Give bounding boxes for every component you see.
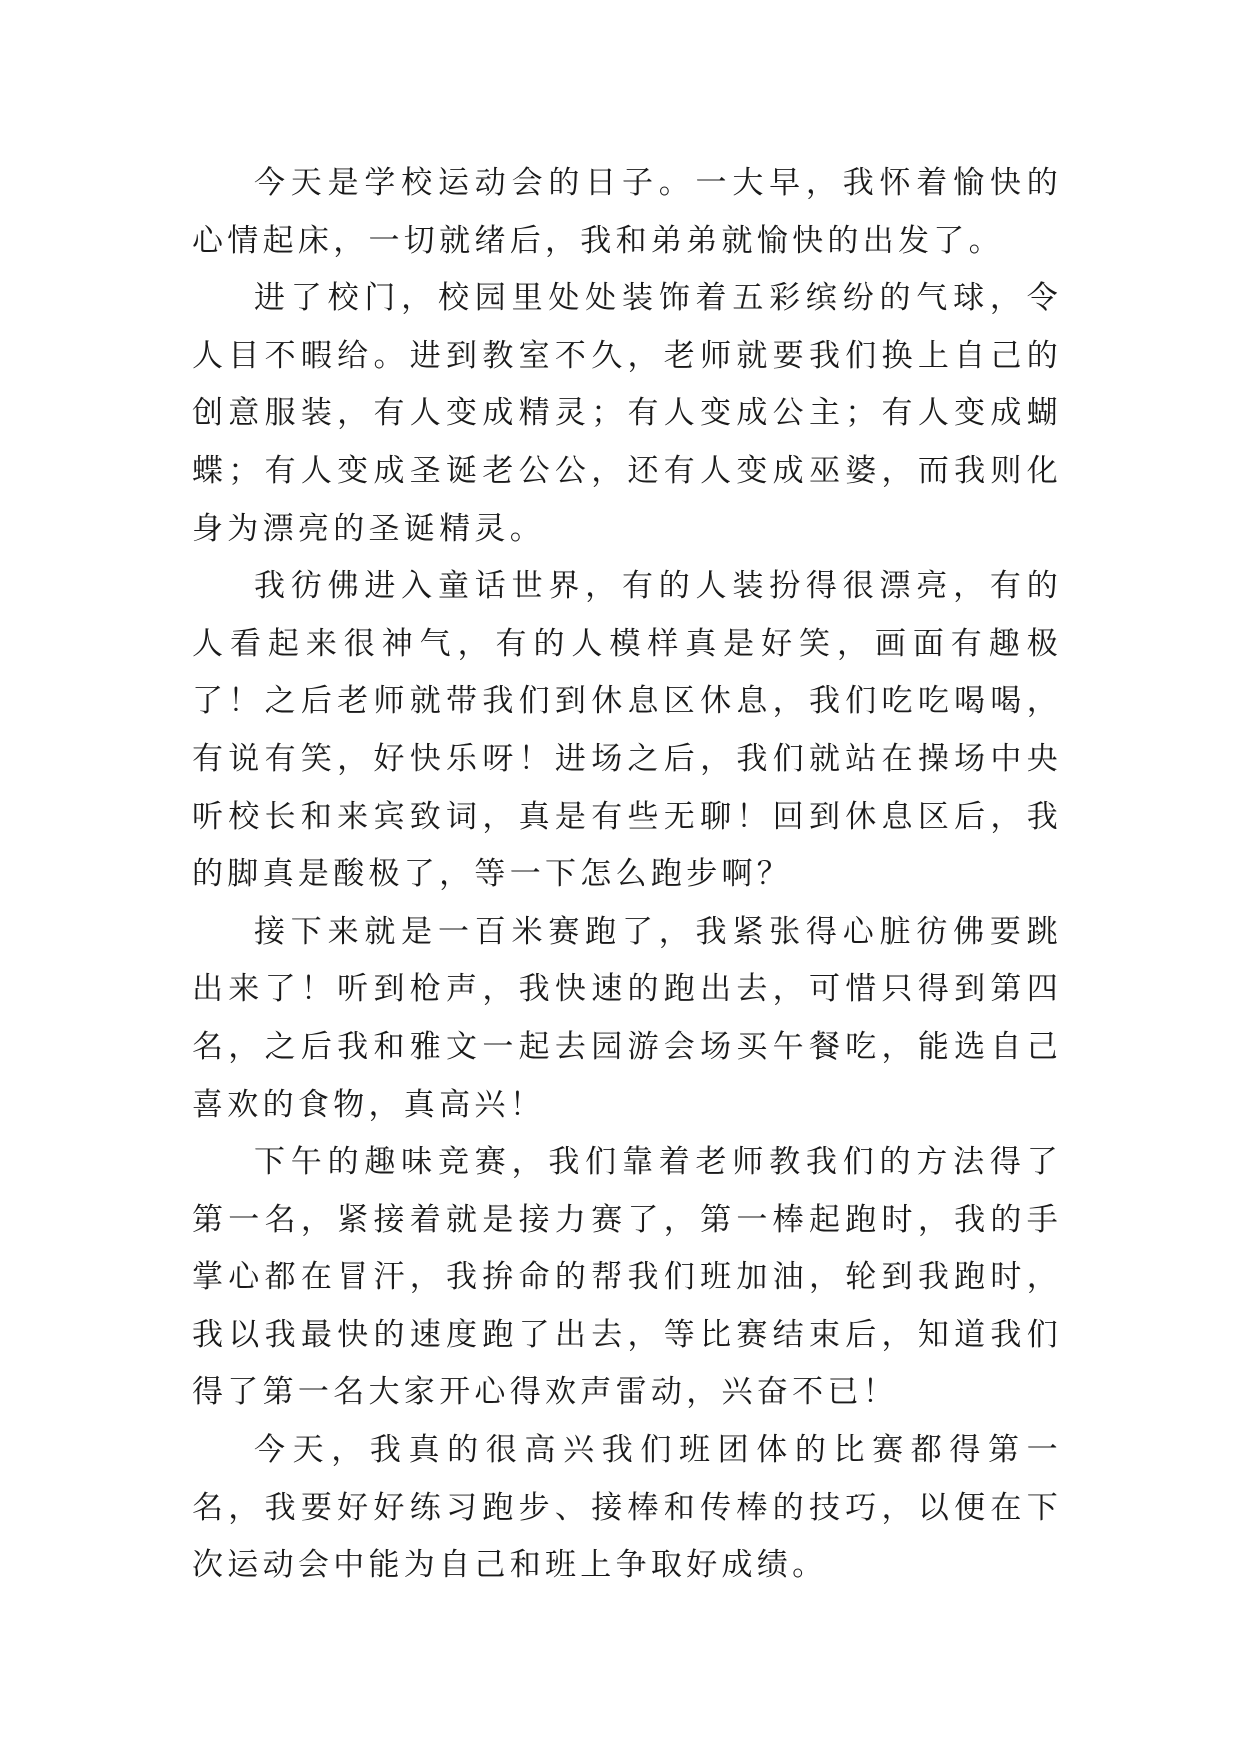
paragraph: 今天，我真的很高兴我们班团体的比赛都得第一名，我要好好练习跑步、接棒和传棒的技巧，以便在下次运动会中能为自己和班上争取好成绩。 — [192, 1432, 1062, 1584]
paragraph: 进了校门，校园里处处装饰着五彩缤纷的气球，令人目不暇给。进到教室不久，老师就要我们换上自己的创意服装，有人变成精灵；有人变成公主；有人变成蝴蝶；有人变成圣诞老公公，还有人变成巫婆，而我则化身为漂亮的圣诞精灵。 — [192, 280, 1062, 547]
paragraph: 今天是学校运动会的日子。一大早，我怀着愉快的心情起床，一切就绪后，我和弟弟就愉快的出发了。 — [192, 165, 1062, 259]
paragraph: 下午的趣味竞赛，我们靠着老师教我们的方法得了第一名，紧接着就是接力赛了，第一棒起跑时，我的手掌心都在冒汗，我拚命的帮我们班加油，轮到我跑时，我以我最快的速度跑了出去，等比赛结束后，知道我们得了第一名大家开心得欢声雷动，兴奋不已！ — [192, 1144, 1062, 1411]
paragraph: 我彷佛进入童话世界，有的人装扮得很漂亮，有的人看起来很神气，有的人模样真是好笑，画面有趣极了！之后老师就带我们到休息区休息，我们吃吃喝喝，有说有笑，好快乐呀！进场之后，我们就站在操场中央听校长和来宾致词，真是有些无聊！回到休息区后，我的脚真是酸极了，等一下怎么跑步啊？ — [192, 568, 1062, 893]
paragraph: 接下来就是一百米赛跑了，我紧张得心脏彷佛要跳出来了！听到枪声，我快速的跑出去，可惜只得到第四名，之后我和雅文一起去园游会场买午餐吃，能选自己喜欢的食物，真高兴！ — [192, 913, 1062, 1123]
essay-body — [192, 155, 1062, 1595]
